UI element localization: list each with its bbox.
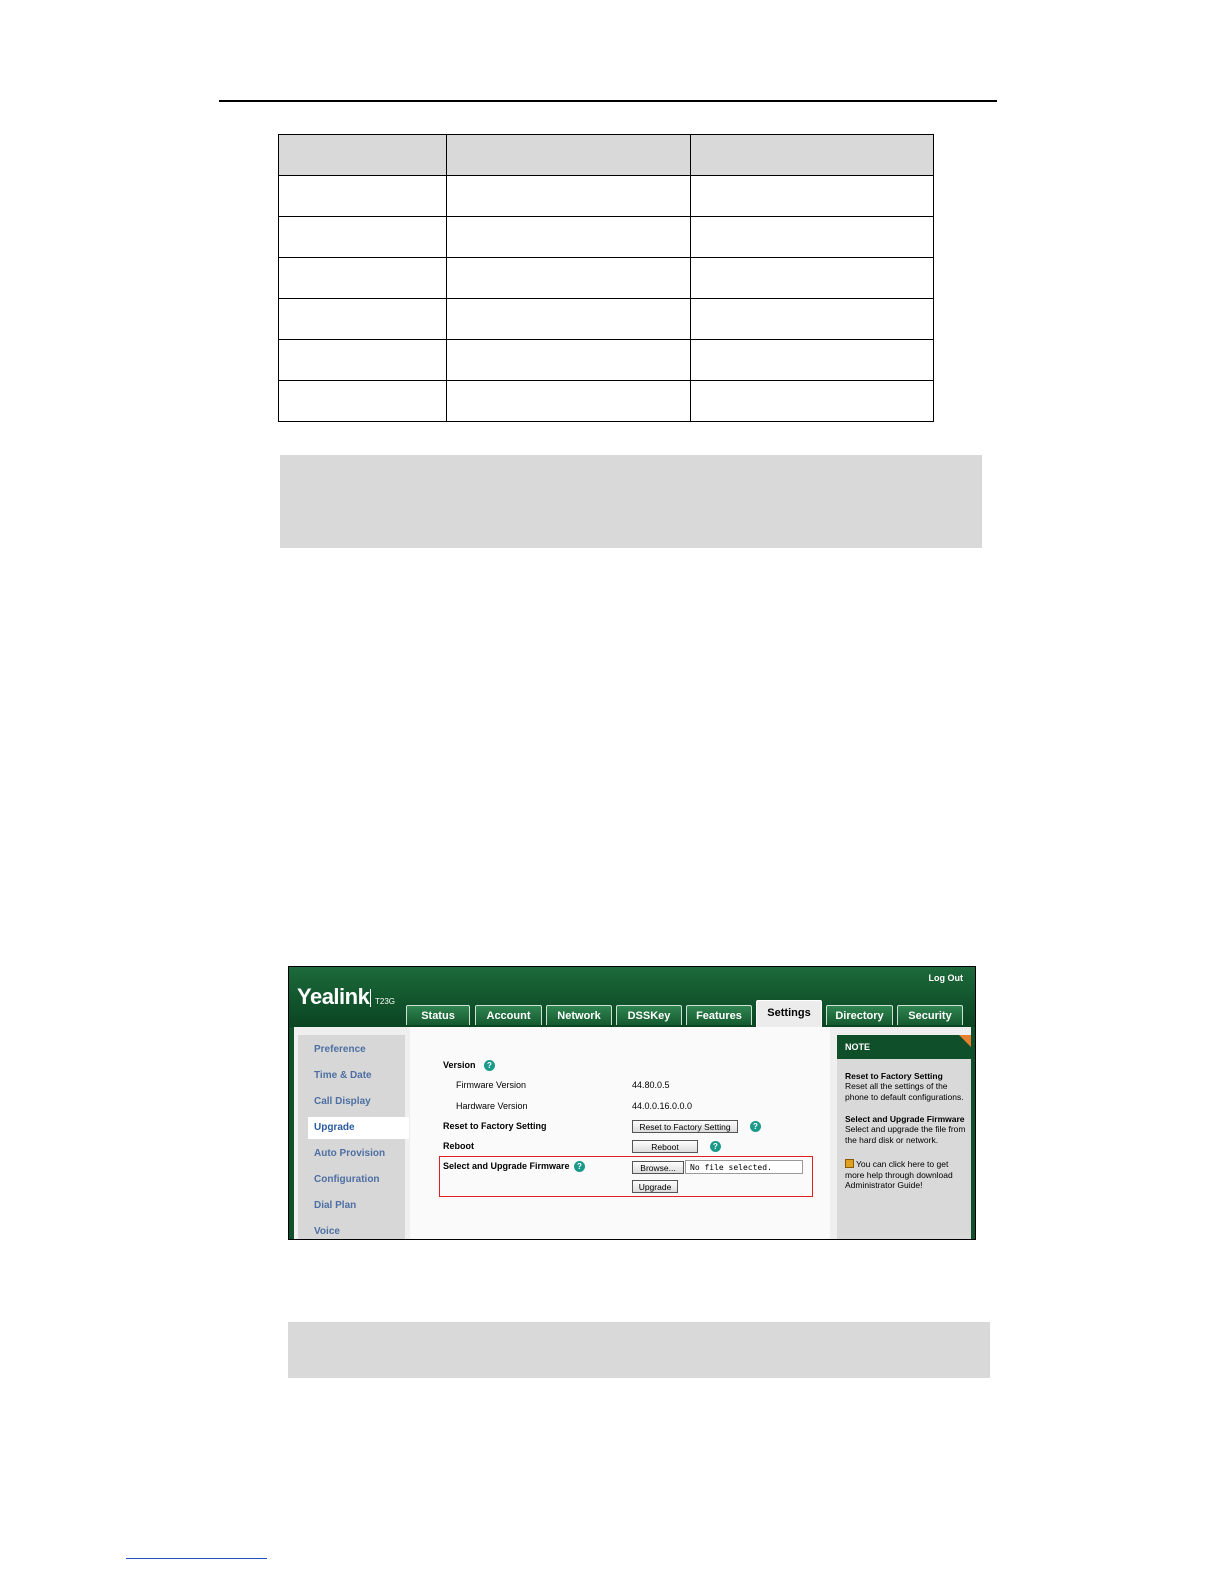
table-row — [279, 381, 934, 422]
tab-dsskey[interactable]: DSSKey — [616, 1005, 682, 1025]
sidebar-item-preference[interactable]: Preference — [314, 1044, 366, 1055]
logout-link[interactable]: Log Out — [928, 973, 963, 983]
browse-button[interactable]: Browse... — [632, 1161, 684, 1174]
footer-rule — [126, 1558, 267, 1559]
upgrade-panel — [410, 1027, 830, 1239]
sidebar-item-upgrade[interactable]: Upgrade — [308, 1117, 409, 1139]
guide-book-icon — [845, 1159, 854, 1168]
header-rule — [219, 100, 997, 102]
sidebar-item-auto-provision[interactable]: Auto Provision — [314, 1148, 386, 1159]
sidebar-item-dial-plan[interactable]: Dial Plan — [314, 1200, 357, 1211]
tab-network[interactable]: Network — [546, 1005, 612, 1025]
sidebar-item-time-date[interactable]: Time & Date — [314, 1070, 372, 1081]
yealink-logo: Yealink — [297, 984, 370, 1009]
table-row — [279, 258, 934, 299]
table-row — [279, 176, 934, 217]
note-reset-title: Reset to Factory Setting — [845, 1071, 943, 1081]
note-upgrade-text: Select and upgrade the file from the hard disk or network. — [845, 1124, 966, 1145]
hardware-version-value: 44.0.0.16.0.0.0 — [632, 1101, 693, 1111]
help-icon[interactable]: ? — [710, 1141, 721, 1152]
reset-factory-label: Reset to Factory Setting — [443, 1121, 547, 1131]
note-help-link[interactable] — [845, 1159, 969, 1191]
note-corner-icon — [959, 1035, 971, 1047]
table-row — [279, 340, 934, 381]
top-bar — [289, 967, 975, 1027]
help-icon[interactable]: ? — [750, 1121, 761, 1132]
logo-separator — [370, 989, 371, 1007]
firmware-version-label: Firmware Version — [456, 1080, 527, 1090]
firmware-version-value: 44.80.0.5 — [632, 1080, 670, 1090]
web-ui-screenshot — [288, 966, 976, 1240]
tab-security[interactable]: Security — [897, 1005, 963, 1025]
sidebar-item-configuration[interactable]: Configuration — [314, 1174, 380, 1185]
reset-factory-button[interactable]: Reset to Factory Setting — [632, 1120, 738, 1133]
table-row — [279, 299, 934, 340]
file-status-field: No file selected. — [685, 1160, 803, 1174]
tab-directory[interactable]: Directory — [826, 1005, 893, 1025]
tab-features[interactable]: Features — [686, 1005, 752, 1025]
help-icon[interactable]: ? — [574, 1161, 585, 1172]
note-box — [288, 1322, 990, 1378]
hardware-version-label: Hardware Version — [456, 1101, 528, 1111]
note-reset-text: Reset all the settings of the phone to default configurations. — [845, 1081, 964, 1102]
note-help-text: You can click here to get more help through download Administrator Guide! — [845, 1159, 953, 1190]
model-label: T23G — [375, 997, 396, 1006]
reboot-button[interactable]: Reboot — [632, 1140, 698, 1153]
help-icon[interactable]: ? — [484, 1060, 495, 1071]
upgrade-button[interactable]: Upgrade — [632, 1180, 678, 1193]
sidebar-item-voice[interactable]: Voice — [314, 1226, 340, 1237]
sidebar-item-call-display[interactable]: Call Display — [314, 1096, 371, 1107]
tab-account[interactable]: Account — [475, 1005, 542, 1025]
note-upgrade-title: Select and Upgrade Firmware — [845, 1114, 965, 1124]
version-label: Version — [443, 1060, 476, 1070]
document-table — [278, 134, 934, 422]
reboot-label: Reboot — [443, 1141, 474, 1151]
note-panel — [837, 1035, 971, 1239]
note-box — [280, 455, 982, 548]
note-header: NOTE — [837, 1035, 971, 1059]
tab-status[interactable]: Status — [406, 1005, 470, 1025]
table-header-row — [279, 135, 934, 176]
sidebar — [298, 1035, 405, 1240]
content-area — [294, 1027, 971, 1239]
upgrade-firmware-label: Select and Upgrade Firmware — [443, 1161, 570, 1171]
tab-settings[interactable]: Settings — [756, 1000, 822, 1027]
table-row — [279, 217, 934, 258]
